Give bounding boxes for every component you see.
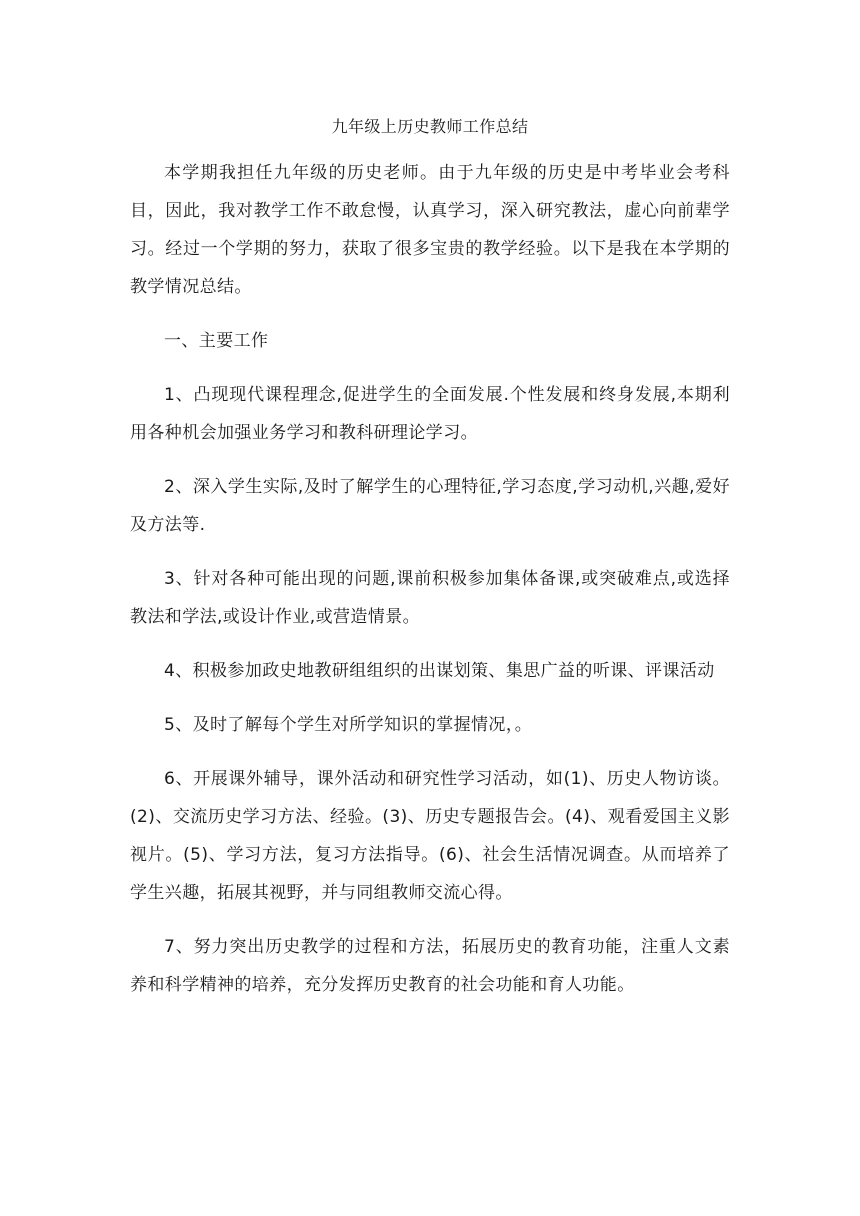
document-title: 九年级上历史教师工作总结 [331,117,529,136]
work-item-1: 1、凸现现代课程理念,促进学生的全面发展.个性发展和终身发展,本期利用各种机会加强业务学习和教科研理论学习。 [130,385,730,443]
intro-paragraph: 本学期我担任九年级的历史老师。由于九年级的历史是中考毕业会考科目，因此，我对教学工作不敢怠慢，认真学习，深入研究教法，虚心向前辈学习。经过一个学期的努力，获取了很多宝贵的教学经验。以下是我在本学期的教学情况总结。 [130,163,730,297]
work-item-4: 4、积极参加政史地教研组组织的出谋划策、集思广益的听课、评课活动 [164,661,715,681]
work-item-5: 5、及时了解每个学生对所学知识的掌握情况，。 [164,715,533,735]
work-item-3: 3、针对各种可能出现的问题,课前积极参加集体备课,或突破难点,或选择教法和学法,或设计作业,或营造情景。 [130,569,730,627]
document-body [130,112,730,1020]
work-item-7: 7、努力突出历史教学的过程和方法，拓展历史的教育功能，注重人文素养和科学精神的培养，充分发挥历史教育的社会功能和育人功能。 [130,937,730,995]
section-heading-main-work: 一、主要工作 [164,331,269,351]
work-item-6: 6、开展课外辅导，课外活动和研究性学习活动，如(1)、历史人物访谈。(2)、交流历史学习方法、经验。(3)、历史专题报告会。(4)、观看爱国主义影视片。(5)、学习方法，复习方法指导。(6)、社会生活情况调查。从而培养了学生兴趣，拓展其视野，并与同组教师交流心得。 [130,769,730,903]
work-item-2: 2、深入学生实际,及时了解学生的心理特征,学习态度,学习动机,兴趣,爱好及方法等. [130,477,730,535]
